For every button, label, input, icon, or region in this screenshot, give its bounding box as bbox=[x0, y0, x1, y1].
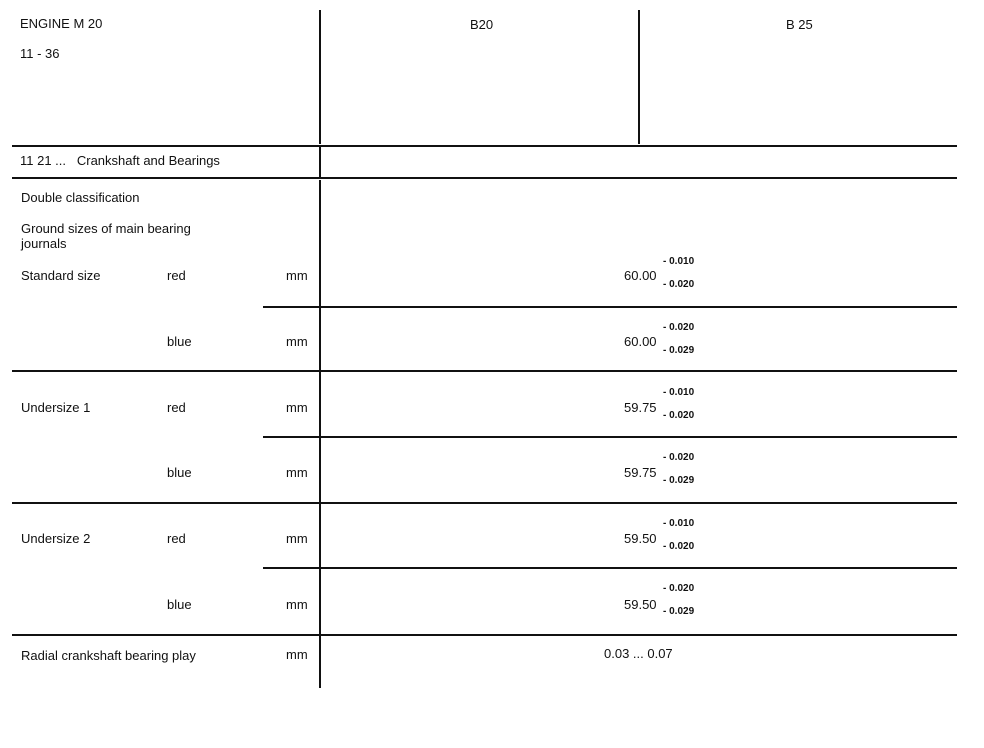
row-nominal-value: 59.75 bbox=[624, 400, 657, 415]
row-color-label: blue bbox=[167, 597, 192, 612]
row-color-label: blue bbox=[167, 334, 192, 349]
section-bottom-rule bbox=[12, 177, 957, 179]
row-group-label: Undersize 2 bbox=[21, 531, 91, 546]
bearing-play-unit: mm bbox=[286, 647, 308, 662]
row-separator-group bbox=[12, 502, 957, 504]
column-header-b25: B 25 bbox=[786, 17, 813, 32]
row-nominal-value: 60.00 bbox=[624, 334, 657, 349]
row-group-label: Standard size bbox=[21, 268, 101, 283]
row-separator-sub bbox=[263, 306, 957, 308]
ground-sizes-label-line1: Ground sizes of main bearing bbox=[21, 221, 191, 236]
row-unit: mm bbox=[286, 334, 308, 349]
row-tolerance-lower: - 0.029 bbox=[663, 606, 695, 617]
row-nominal-value: 59.50 bbox=[624, 597, 657, 612]
bearing-play-value: 0.03 ... 0.07 bbox=[604, 646, 673, 661]
row-group-label: Undersize 1 bbox=[21, 400, 91, 415]
row-unit: mm bbox=[286, 268, 308, 283]
row-tolerance-upper: - 0.010 bbox=[663, 256, 695, 267]
bearing-play-label: Radial crankshaft bearing play bbox=[21, 648, 196, 663]
row-unit: mm bbox=[286, 400, 308, 415]
header-bottom-rule bbox=[12, 145, 957, 147]
row-separator-group bbox=[12, 634, 957, 636]
row-nominal-value: 59.50 bbox=[624, 531, 657, 546]
column-header-b20: B20 bbox=[470, 17, 494, 32]
ground-sizes-label-line2: journals bbox=[21, 236, 67, 251]
row-nominal-value: 60.00 bbox=[624, 268, 657, 283]
row-tolerance-lower: - 0.020 bbox=[663, 541, 695, 552]
row-tolerance-lower: - 0.020 bbox=[663, 410, 695, 421]
page-number: 11 - 36 bbox=[20, 46, 60, 61]
row-tolerance-lower: - 0.029 bbox=[663, 475, 695, 486]
classification-label: Double classification bbox=[21, 190, 140, 205]
row-separator-group bbox=[12, 370, 957, 372]
body-divider bbox=[319, 180, 321, 688]
header-divider-right bbox=[638, 10, 640, 144]
row-color-label: blue bbox=[167, 465, 192, 480]
row-tolerance-upper: - 0.020 bbox=[663, 322, 695, 333]
row-unit: mm bbox=[286, 465, 308, 480]
row-color-label: red bbox=[167, 531, 186, 546]
row-unit: mm bbox=[286, 531, 308, 546]
section-title: 11 21 ... Crankshaft and Bearings bbox=[20, 153, 220, 168]
row-tolerance-lower: - 0.029 bbox=[663, 345, 695, 356]
row-unit: mm bbox=[286, 597, 308, 612]
row-color-label: red bbox=[167, 268, 186, 283]
row-nominal-value: 59.75 bbox=[624, 465, 657, 480]
section-divider bbox=[319, 147, 321, 177]
row-tolerance-upper: - 0.010 bbox=[663, 387, 695, 398]
row-color-label: red bbox=[167, 400, 186, 415]
engine-title: ENGINE M 20 bbox=[20, 16, 103, 31]
row-tolerance-lower: - 0.020 bbox=[663, 279, 695, 290]
row-tolerance-upper: - 0.020 bbox=[663, 452, 695, 463]
header-divider-left bbox=[319, 10, 321, 144]
row-tolerance-upper: - 0.010 bbox=[663, 518, 695, 529]
row-separator-sub bbox=[263, 436, 957, 438]
row-separator-sub bbox=[263, 567, 957, 569]
row-tolerance-upper: - 0.020 bbox=[663, 583, 695, 594]
